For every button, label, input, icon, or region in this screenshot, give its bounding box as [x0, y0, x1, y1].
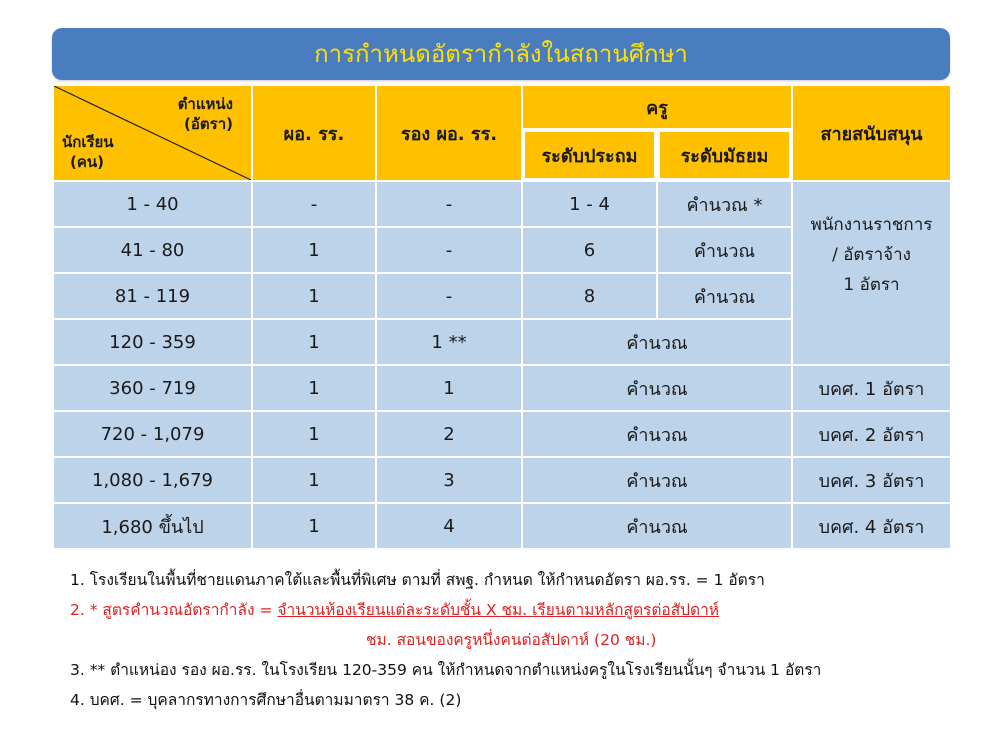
deputy-cell: 1 **: [376, 319, 522, 365]
deputy-cell: 1: [376, 365, 522, 411]
director-cell: 1: [252, 365, 376, 411]
director-cell: 1: [252, 503, 376, 549]
footnote-1: 1. โรงเรียนในพื้นที่ชายแดนภาคใต้และพื้นที่พิเศษ ตามที่ สพฐ. กำหนด ให้กำหนดอัตรา ผอ.รร. = 1 อัตรา: [70, 571, 765, 589]
footnotes: [70, 565, 940, 715]
director-cell: 1: [252, 319, 376, 365]
support-cell: บคศ. 2 อัตรา: [792, 411, 951, 457]
director-cell: 1: [252, 227, 376, 273]
table-row: [53, 503, 951, 549]
secondary-cell: คำนวณ *: [657, 181, 792, 227]
footnote-4: 4. บคศ. = บุคลากรทางการศึกษาอื่นตามมาตรา 38 ค. (2): [70, 691, 462, 709]
formula-numerator: จำนวนห้องเรียนแต่ละระดับชั้น X ชม. เรียนตามหลักสูตรต่อสัปดาห์: [277, 601, 719, 619]
students-cell: 1 - 40: [53, 181, 252, 227]
primary-header: ระดับประถม: [522, 129, 657, 181]
teacher-cell: คำนวณ: [522, 319, 792, 365]
formula-denominator: ชม. สอนของครูหนึ่งคนต่อสัปดาห์ (20 ชม.): [366, 631, 657, 649]
students-cell: 360 - 719: [53, 365, 252, 411]
students-cell: 81 - 119: [53, 273, 252, 319]
support-cell: พนักงานราชการ / อัตราจ้าง 1 อัตรา: [792, 181, 951, 365]
student-header: นักเรียน (คน): [62, 133, 114, 171]
director-cell: 1: [252, 273, 376, 319]
deputy-cell: 3: [376, 457, 522, 503]
page-title: การกำหนดอัตรากำลังในสถานศึกษา: [52, 28, 950, 80]
table-row: [53, 181, 951, 227]
support-cell: บคศ. 3 อัตรา: [792, 457, 951, 503]
teacher-header: ครู: [522, 85, 792, 129]
director-cell: 1: [252, 411, 376, 457]
director-cell: 1: [252, 457, 376, 503]
director-cell: -: [252, 181, 376, 227]
footnote-3: 3. ** ตำแหน่อง รอง ผอ.รร. ในโรงเรียน 120-359 คน ให้กำหนดจากตำแหน่งครูในโรงเรียนนั้นๆ จำนวน 1 อัตรา: [70, 661, 822, 679]
students-cell: 120 - 359: [53, 319, 252, 365]
support-header: สายสนับสนุน: [792, 85, 951, 181]
students-cell: 41 - 80: [53, 227, 252, 273]
director-header: ผอ. รร.: [252, 85, 376, 181]
primary-cell: 8: [522, 273, 657, 319]
footnote-2: 2. * สูตรคำนวณอัตรากำลัง = จำนวนห้องเรียนแต่ละระดับชั้น X ชม. เรียนตามหลักสูตรต่อสัปดาห์: [70, 601, 719, 619]
primary-cell: 6: [522, 227, 657, 273]
students-cell: 1,680 ขึ้นไป: [53, 503, 252, 549]
diagonal-header-cell: [53, 85, 252, 181]
deputy-cell: 4: [376, 503, 522, 549]
secondary-cell: คำนวณ: [657, 273, 792, 319]
secondary-header: ระดับมัธยม: [657, 129, 792, 181]
students-cell: 1,080 - 1,679: [53, 457, 252, 503]
deputy-cell: 2: [376, 411, 522, 457]
primary-cell: 1 - 4: [522, 181, 657, 227]
deputy-cell: -: [376, 273, 522, 319]
deputy-cell: -: [376, 181, 522, 227]
students-cell: 720 - 1,079: [53, 411, 252, 457]
position-header: ตำแหน่ง (อัตรา): [177, 95, 233, 133]
teacher-cell: คำนวณ: [522, 457, 792, 503]
table-row: [53, 457, 951, 503]
deputy-cell: -: [376, 227, 522, 273]
staffing-table: [52, 84, 952, 550]
deputy-header: รอง ผอ. รร.: [376, 85, 522, 181]
teacher-cell: คำนวณ: [522, 503, 792, 549]
teacher-cell: คำนวณ: [522, 365, 792, 411]
support-cell: บคศ. 1 อัตรา: [792, 365, 951, 411]
secondary-cell: คำนวณ: [657, 227, 792, 273]
teacher-cell: คำนวณ: [522, 411, 792, 457]
table-row: [53, 365, 951, 411]
support-cell: บคศ. 4 อัตรา: [792, 503, 951, 549]
table-row: [53, 411, 951, 457]
